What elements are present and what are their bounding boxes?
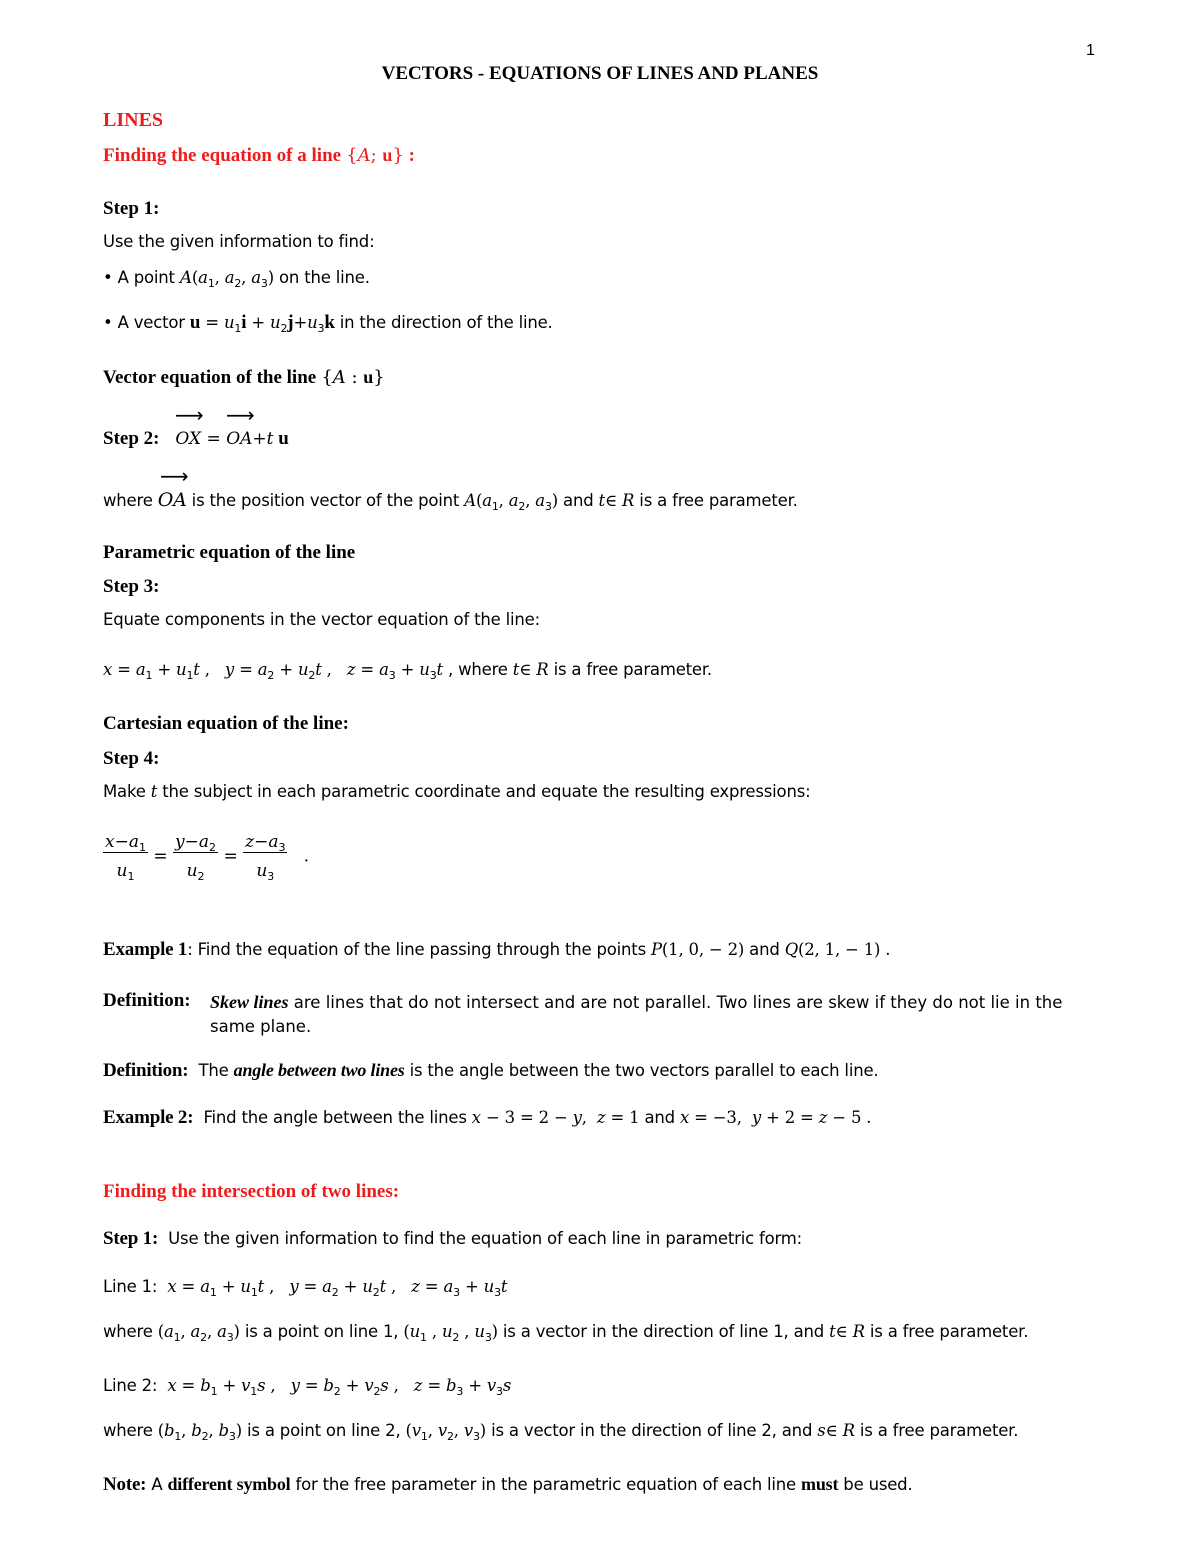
intersection-heading: Finding the intersection of two lines: [103, 1181, 400, 1202]
parametric-equations: $x = a_1 + u_1t$ , $y = a_2 + u_2t$ , $z = a_3 + u_3t$ , where t∈ R is a free parameter. [103, 660, 712, 682]
example1: Example 1: Find the equation of the line passing through the points P(1, 0, − 2) and Q(2, 1, − 1) . [103, 939, 891, 960]
cartesian-heading: Cartesian equation of the line: [103, 713, 349, 734]
definition2: Definition: The angle between two lines is the angle between the two vectors parallel to each line. [103, 1060, 879, 1081]
finding-equation-heading: Finding the equation of a line {A; u} : [103, 145, 415, 166]
example2: Example 2: Find the angle between the lines x − 3 = 2 − y, z = 1 and x = −3, y + 2 = z − 5 . [103, 1107, 872, 1128]
arrow-oa-where-icon: ⟶ [160, 464, 189, 488]
step2-label: Step 2: [103, 428, 160, 449]
bullet-vector: • A vector $u = u_1i + u_2j+u_3k$ in the direction of the line. [103, 312, 553, 335]
step1-text: Use the given information to find: [103, 232, 375, 251]
step4-label: Step 4: [103, 748, 160, 769]
line1-equation: Line 1: $x = a_1 + u_1t$ , $y = a_2 + u_2t$ , $z = a_3 + u_3t$ [103, 1277, 508, 1299]
arrow-ox-icon: ⟶ [175, 403, 204, 427]
definition1-text: Skew lines are lines that do not intersect and are not parallel. Two lines are skew if they do not lie in the same plane. [210, 992, 1063, 1036]
line1-where: where ($a_1$, $a_2$, $a_3$) is a point on line 1, ($u_1$ , $u_2$ , $u_3$) is a vector in the direction of line 1, and t∈ R is a free parameter. [103, 1322, 1029, 1344]
parametric-heading: Parametric equation of the line [103, 542, 356, 563]
page-title: VECTORS - EQUATIONS OF LINES AND PLANES [381, 63, 819, 84]
line2-where: where ($b_1$, $b_2$, $b_3$) is a point on line 2, ($v_1$, $v_2$, $v_3$) is a vector in the direction of line 2, and s∈ R is a free parameter. [103, 1421, 1019, 1443]
definition1-label: Definition: [103, 990, 191, 1011]
step2-line: Step 2: OX = OA+t u [103, 428, 289, 449]
cartesian-equation: $\frac{x-a_1}{u_1}$ = $\frac{y-a_2}{u_2}$ = $\frac{z-a_3}{u_3}$ . [105, 832, 310, 883]
page-number: 1 [1086, 42, 1095, 59]
vector-equation-heading: Vector equation of the line {A : u} [103, 367, 385, 388]
step3-label: Step 3: [103, 576, 160, 597]
step4-text: Make t the subject in each parametric coordinate and equate the resulting expressions: [103, 782, 811, 801]
line2-equation: Line 2: $x = b_1 + v_1s$ , $y = b_2 + v_2s$ , $z = b_3 + v_3s$ [103, 1376, 512, 1398]
intersection-step1: Step 1: Use the given information to find the equation of each line in parametric form: [103, 1228, 803, 1249]
note: Note: A different symbol for the free parameter in the parametric equation of each line must be used. [103, 1474, 913, 1495]
arrow-oa-icon: ⟶ [226, 403, 255, 427]
lines-heading: LINES [103, 109, 164, 131]
step1-label: Step 1: [103, 198, 160, 219]
step3-text: Equate components in the vector equation of the line: [103, 610, 540, 629]
bullet-point: • A point $A(a_1$, $a_2$, $a_3$) on the line. [103, 268, 370, 290]
where-position-vector: where OA is the position vector of the point $A(a_1$, $a_2$, $a_3$) and t∈ R is a free parameter. [103, 489, 798, 513]
